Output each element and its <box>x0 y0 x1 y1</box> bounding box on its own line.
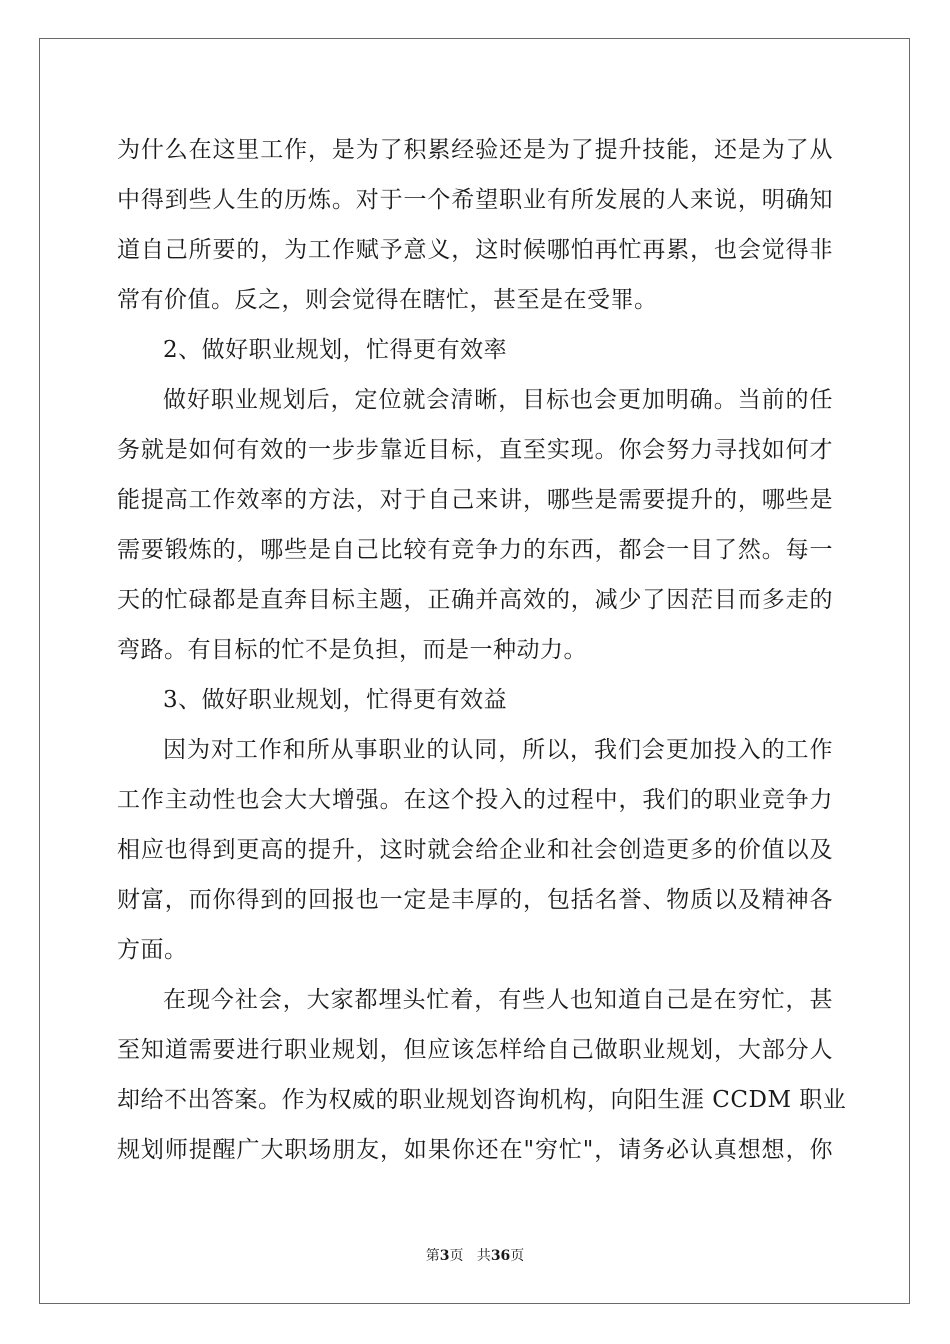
body-line: 道自己所要的，为工作赋予意义，这时候哪怕再忙再累，也会觉得非 <box>117 237 833 263</box>
footer-total-prefix: 共 <box>476 1248 491 1264</box>
body-line: 财富，而你得到的回报也一定是丰厚的，包括名誉、物质以及精神各 <box>117 887 833 913</box>
body-line: 相应也得到更高的提升，这时就会给企业和社会创造更多的价值以及 <box>117 837 833 863</box>
section-heading: 3、做好职业规划，忙得更有效益 <box>163 687 508 713</box>
body-line: 能提高工作效率的方法，对于自己来讲，哪些是需要提升的，哪些是 <box>117 487 833 513</box>
footer-total-pages: 36 <box>490 1248 511 1264</box>
body-line: 天的忙碌都是直奔目标主题，正确并高效的，减少了因茫目而多走的 <box>117 587 833 613</box>
footer-page-prefix: 第 <box>425 1248 440 1264</box>
body-line: 为什么在这里工作，是为了积累经验还是为了提升技能，还是为了从 <box>117 137 833 163</box>
section-heading: 2、做好职业规划，忙得更有效率 <box>163 337 508 363</box>
paragraph-first-line: 因为对工作和所从事职业的认同，所以，我们会更加投入的工作 <box>163 737 833 763</box>
page-footer <box>0 1247 950 1265</box>
footer-total-suffix: 页 <box>510 1248 525 1264</box>
body-line: 务就是如何有效的一步步靠近目标，直至实现。你会努力寻找如何才 <box>117 437 833 463</box>
paragraph-first-line: 在现今社会，大家都埋头忙着，有些人也知道自己是在穷忙，甚 <box>163 987 833 1013</box>
body-line: 却给不出答案。作为权威的职业规划咨询机构，向阳生涯 CCDM 职业 <box>117 1087 847 1113</box>
body-line: 至知道需要进行职业规划，但应该怎样给自己做职业规划，大部分人 <box>117 1037 833 1063</box>
body-line: 方面。 <box>117 937 188 963</box>
body-line: 常有价值。反之，则会觉得在瞎忙，甚至是在受罪。 <box>117 287 658 313</box>
body-line: 需要锻炼的，哪些是自己比较有竞争力的东西，都会一目了然。每一 <box>117 537 833 563</box>
body-line: 工作主动性也会大大增强。在这个投入的过程中，我们的职业竞争力 <box>117 787 833 813</box>
paragraph-first-line: 做好职业规划后，定位就会清晰，目标也会更加明确。当前的任 <box>163 387 833 413</box>
body-line: 弯路。有目标的忙不是负担，而是一种动力。 <box>117 637 587 663</box>
footer-page-suffix: 页 <box>449 1248 464 1264</box>
footer-page-number: 3 <box>439 1248 450 1264</box>
body-line: 中得到些人生的历炼。对于一个希望职业有所发展的人来说，明确知 <box>117 187 833 213</box>
body-line: 规划师提醒广大职场朋友，如果你还在"穷忙"，请务必认真想想，你 <box>117 1137 833 1163</box>
